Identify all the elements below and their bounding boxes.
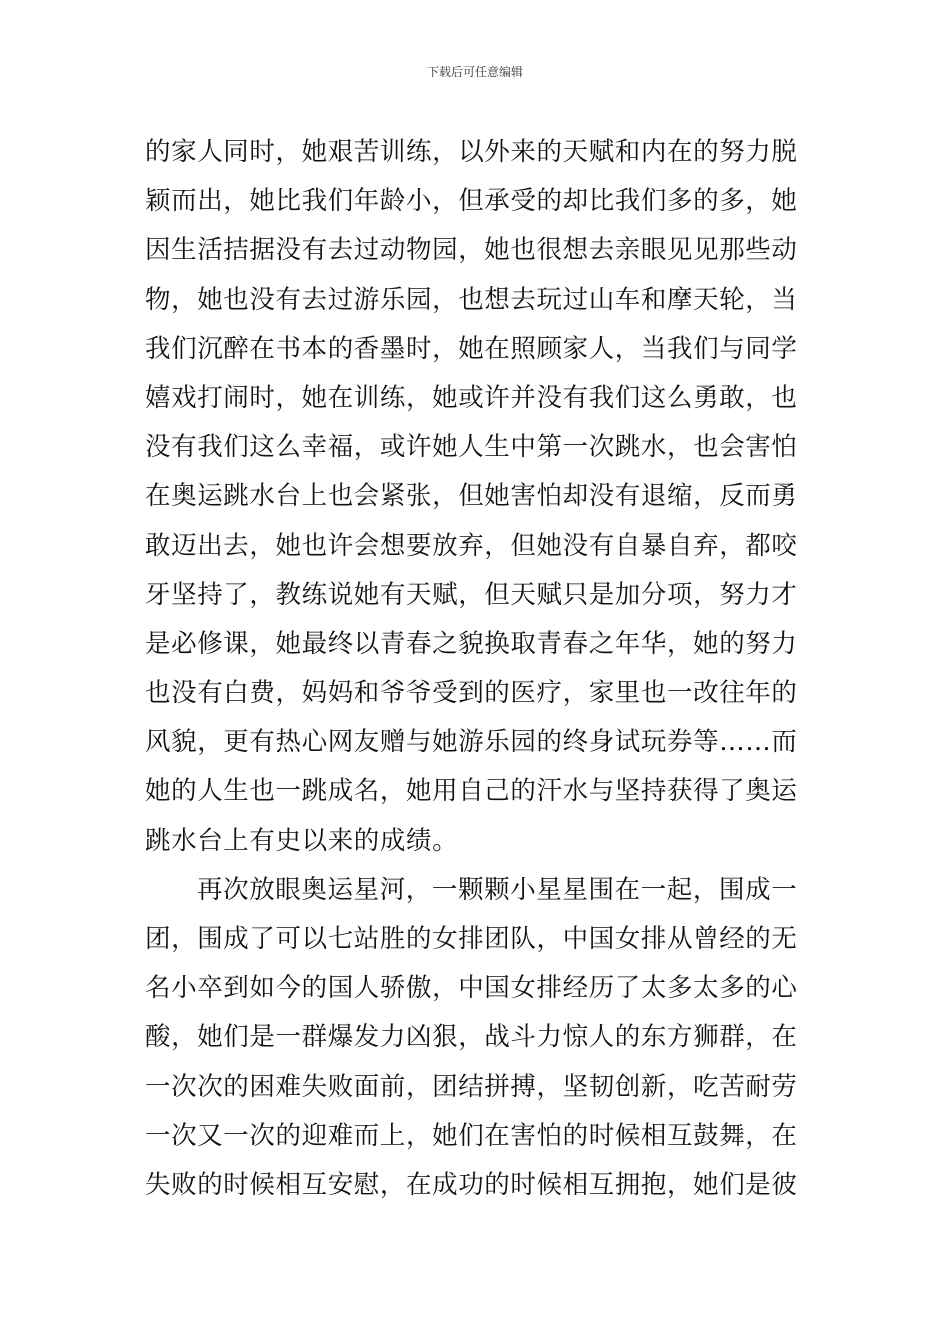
text-line: 一次次的困难失败面前，团结拼搏，坚韧创新，吃苦耐劳 [145, 1071, 798, 1102]
text-line: 团，围成了可以七站胜的女排团队，中国女排从曾经的无 [145, 924, 798, 954]
text-line: 没有我们这么幸福，或许她人生中第一次跳水，也会害怕 [145, 432, 798, 463]
text-line: 是必修课，她最终以青春之貌换取青春之年华，她的努力 [145, 628, 798, 659]
page-header: 下载后可任意编辑 [426, 65, 523, 79]
text-line: 敢迈出去，她也许会想要放弃，但她没有自暴自弃，都咬 [145, 530, 798, 561]
text-line: 颖而出，她比我们年龄小，但承受的却比我们多的多，她 [145, 186, 798, 217]
text-line: 也没有白费，妈妈和爷爷受到的医疗，家里也一改往年的 [145, 678, 798, 709]
text-line: 牙坚持了，教练说她有天赋，但天赋只是加分项，努力才 [145, 579, 798, 610]
text-line: 的家人同时，她艰苦训练，以外来的天赋和内在的努力脱 [145, 137, 798, 167]
text-line: 因生活拮据没有去过动物园，她也很想去亲眼见见那些动 [145, 235, 798, 266]
text-line: 物，她也没有去过游乐园，也想去玩过山车和摩天轮，当 [145, 284, 798, 315]
text-line: 再次放眼奥运星河，一颗颗小星星围在一起，围成一 [197, 874, 798, 905]
text-line: 我们沉醉在书本的香墨时，她在照顾家人，当我们与同学 [145, 333, 798, 364]
paragraph-2 [145, 866, 810, 1210]
paragraph-1 [145, 128, 810, 866]
text-line: 名小卒到如今的国人骄傲，中国女排经历了太多太多的心 [145, 973, 798, 1004]
text-line: 酸，她们是一群爆发力凶狠，战斗力惊人的东方狮群，在 [145, 1022, 798, 1053]
document-body [145, 128, 810, 1210]
text-line: 一次又一次的迎难而上，她们在害怕的时候相互鼓舞，在 [145, 1120, 798, 1151]
text-line: 她的人生也一跳成名，她用自己的汗水与坚持获得了奥运 [145, 776, 798, 807]
text-line: 跳水台上有史以来的成绩。 [145, 825, 459, 856]
text-line: 嬉戏打闹时，她在训练，她或许并没有我们这么勇敢，也 [145, 382, 798, 413]
text-line: 风貌，更有热心网友赠与她游乐园的终身试玩券等……而 [145, 727, 798, 758]
text-line: 失败的时候相互安慰，在成功的时候相互拥抱，她们是彼 [145, 1169, 798, 1200]
text-line: 在奥运跳水台上也会紧张，但她害怕却没有退缩，反而勇 [145, 481, 798, 512]
